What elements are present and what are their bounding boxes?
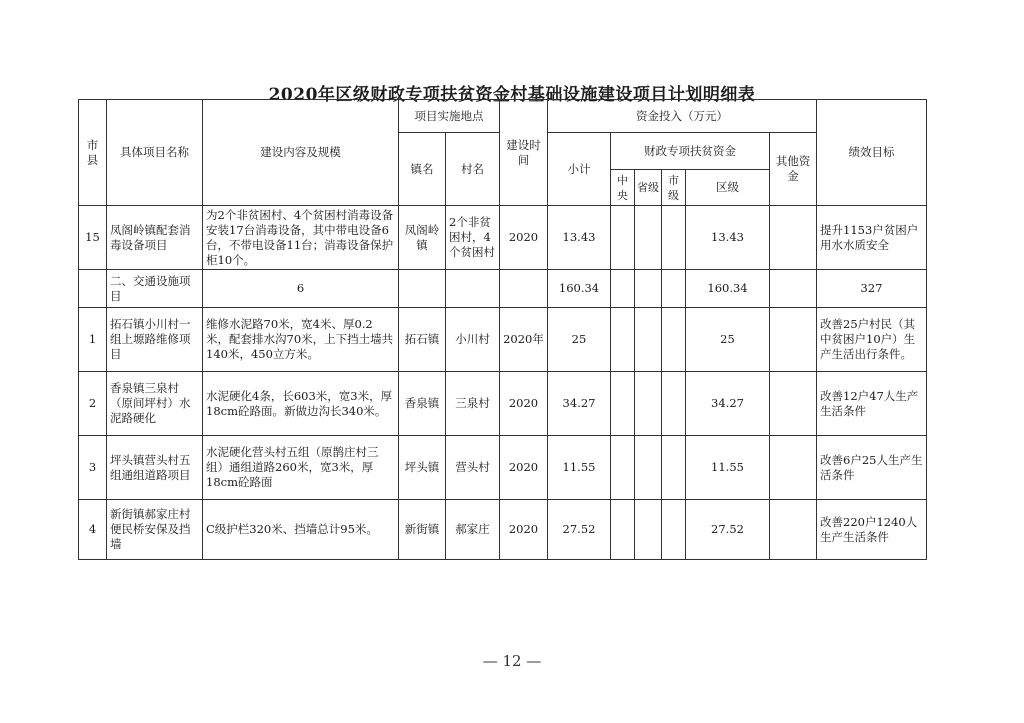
cell-village [446,270,500,308]
cell-central [611,270,635,308]
header-location-group: 项目实施地点 [399,100,500,133]
cell-other [770,500,817,560]
header-village: 村名 [446,133,500,206]
cell-time: 2020 [500,500,548,560]
cell-provincial [635,372,662,436]
cell-municipal [662,372,686,436]
cell-time: 2020 [500,206,548,270]
page-number: — 12 — [482,652,542,670]
header-town: 镇名 [399,133,446,206]
cell-no: 3 [79,436,107,500]
cell-content: 水泥硬化4条，长603米，宽3米，厚18cm砼路面。新做边沟长340米。 [203,372,399,436]
page-title: 2020年区级财政专项扶贫资金村基础设施建设项目计划明细表 [268,85,756,105]
table-row [79,436,927,500]
cell-project-name: 坪头镇营头村五组通组道路项目 [107,436,203,500]
cell-no: 15 [79,206,107,270]
header-subtotal: 小计 [548,133,611,206]
cell-content: C级护栏320米、挡墙总计95米。 [203,500,399,560]
table-row [79,206,927,270]
table-row [79,500,927,560]
cell-village: 三泉村 [446,372,500,436]
cell-town: 香泉镇 [399,372,446,436]
cell-provincial [635,500,662,560]
header-city-county: 市县 [79,100,107,206]
cell-subtotal: 34.27 [548,372,611,436]
cell-content: 维修水泥路70米，宽4米、厚0.2米，配套排水沟70米，上下挡土墙共140米，450立方米。 [203,308,399,372]
cell-village: 2个非贫困村，4个贫困村 [446,206,500,270]
header-district: 区级 [686,170,770,206]
cell-town [399,270,446,308]
header-municipal: 市级 [662,170,686,206]
cell-goal: 改善25户村民（其中贫困户10户）生产生活出行条件。 [817,308,927,372]
header-row-1 [79,100,927,133]
cell-time [500,270,548,308]
cell-village: 郝家庄 [446,500,500,560]
cell-provincial [635,436,662,500]
cell-other [770,308,817,372]
cell-district: 160.34 [686,270,770,308]
cell-no: 4 [79,500,107,560]
table-row-section [79,270,927,308]
header-provincial: 省级 [635,170,662,206]
project-plan-table [78,99,927,560]
cell-central [611,436,635,500]
cell-municipal [662,308,686,372]
cell-municipal [662,436,686,500]
cell-subtotal: 11.55 [548,436,611,500]
cell-other [770,372,817,436]
cell-district: 27.52 [686,500,770,560]
cell-goal: 提升1153户贫困户用水水质安全 [817,206,927,270]
cell-town: 凤阁岭镇 [399,206,446,270]
cell-central [611,500,635,560]
cell-time: 2020年 [500,308,548,372]
cell-project-name: 拓石镇小川村一组上塬路维修项目 [107,308,203,372]
header-goal: 绩效目标 [817,100,927,206]
cell-other [770,270,817,308]
cell-central [611,206,635,270]
cell-municipal [662,500,686,560]
cell-goal: 327 [817,270,927,308]
cell-municipal [662,270,686,308]
cell-goal: 改善6户25人生产生活条件 [817,436,927,500]
cell-subtotal: 160.34 [548,270,611,308]
cell-time: 2020 [500,436,548,500]
cell-content: 为2个非贫困村、4个贫困村消毒设备安装17台消毒设备，其中带电设备6台，不带电设备11台；消毒设备保护柜10个。 [203,206,399,270]
cell-project-name: 二、交通设施项目 [107,270,203,308]
cell-project-name: 香泉镇三泉村（原间坪村）水泥路硬化 [107,372,203,436]
cell-content: 水泥硬化营头村五组（原鹊庄村三组）通组道路260米，宽3米，厚18cm砼路面 [203,436,399,500]
cell-village: 小川村 [446,308,500,372]
cell-goal: 改善12户47人生产生活条件 [817,372,927,436]
cell-other [770,206,817,270]
cell-project-name: 凤阁岭镇配套消毒设备项目 [107,206,203,270]
cell-goal: 改善220户1240人生产生活条件 [817,500,927,560]
header-build-time: 建设时间 [500,100,548,206]
header-investment-group: 资金投入（万元） [548,100,817,133]
cell-subtotal: 25 [548,308,611,372]
cell-time: 2020 [500,372,548,436]
cell-central [611,372,635,436]
cell-subtotal: 13.43 [548,206,611,270]
cell-district: 25 [686,308,770,372]
cell-project-name: 新街镇郝家庄村便民桥安保及挡墙 [107,500,203,560]
cell-provincial [635,308,662,372]
cell-village: 营头村 [446,436,500,500]
cell-district: 34.27 [686,372,770,436]
cell-municipal [662,206,686,270]
cell-provincial [635,206,662,270]
cell-provincial [635,270,662,308]
cell-central [611,308,635,372]
cell-town: 坪头镇 [399,436,446,500]
table-row [79,308,927,372]
cell-other [770,436,817,500]
header-fiscal-group: 财政专项扶贫资金 [611,133,770,170]
header-content: 建设内容及规模 [203,100,399,206]
header-project-name: 具体项目名称 [107,100,203,206]
cell-no [79,270,107,308]
header-other-funds: 其他资金 [770,133,817,206]
cell-no: 1 [79,308,107,372]
cell-district: 13.43 [686,206,770,270]
cell-town: 新街镇 [399,500,446,560]
table-row [79,372,927,436]
header-central: 中央 [611,170,635,206]
cell-town: 拓石镇 [399,308,446,372]
cell-content: 6 [203,270,399,308]
cell-subtotal: 27.52 [548,500,611,560]
cell-district: 11.55 [686,436,770,500]
cell-no: 2 [79,372,107,436]
